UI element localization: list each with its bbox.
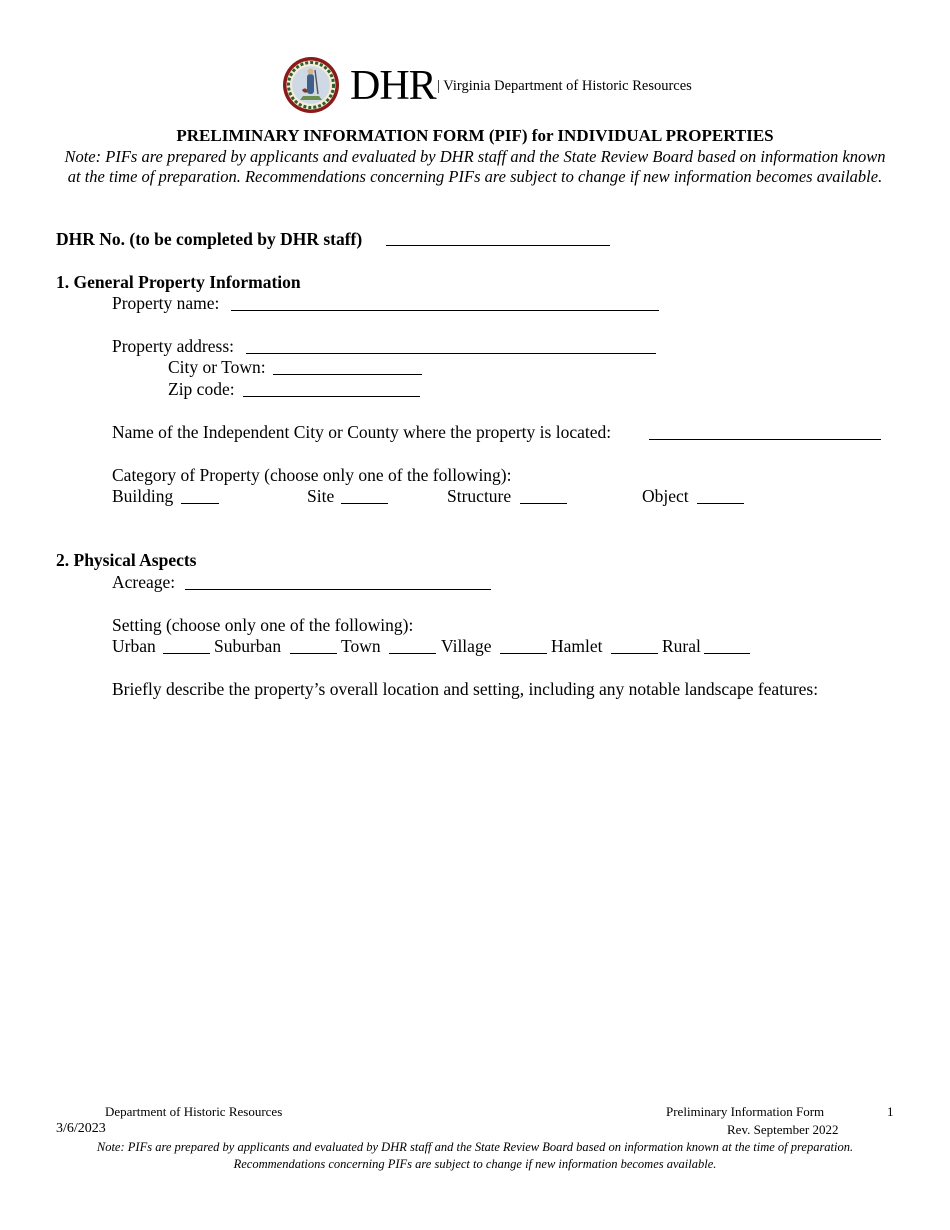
property-address-label: Property address:	[112, 336, 234, 356]
footer-form-name: Preliminary Information Form	[666, 1104, 825, 1119]
footer-revision: Rev. September 2022	[727, 1122, 839, 1137]
form-title: PRELIMINARY INFORMATION FORM (PIF) for INDIVIDUAL PROPERTIES	[176, 126, 774, 145]
section1-heading: 1. General Property Information	[56, 272, 301, 292]
category-prompt: Category of Property (choose only one of the following):	[112, 465, 512, 485]
city-label: City or Town:	[168, 357, 266, 377]
virginia-seal-logo	[282, 56, 340, 114]
setting-town-label: Town	[341, 636, 381, 656]
category-object-field[interactable]	[697, 503, 744, 504]
category-building-field[interactable]	[181, 503, 219, 504]
property-name-label: Property name:	[112, 293, 220, 313]
county-label: Name of the Independent City or County where the property is located:	[112, 422, 612, 442]
setting-suburban-field[interactable]	[290, 653, 337, 654]
setting-prompt: Setting (choose only one of the following):	[112, 615, 414, 635]
description-area[interactable]	[112, 706, 882, 1086]
setting-rural-field[interactable]	[704, 653, 750, 654]
setting-urban-field[interactable]	[163, 653, 210, 654]
acreage-label: Acreage:	[112, 572, 176, 592]
setting-rural-label: Rural	[662, 636, 701, 656]
footer-page-number: 1	[887, 1104, 894, 1119]
zip-label: Zip code:	[168, 379, 235, 399]
setting-village-field[interactable]	[500, 653, 547, 654]
footer-note-line2: Recommendations concerning PIFs are subject to change if new information becomes available.	[233, 1157, 717, 1171]
setting-village-label: Village	[441, 636, 492, 656]
city-field[interactable]	[273, 374, 422, 375]
setting-hamlet-field[interactable]	[611, 653, 658, 654]
dhr-no-label: DHR No. (to be completed by DHR staff)	[56, 229, 363, 249]
zip-field[interactable]	[243, 396, 420, 397]
category-building-label: Building	[112, 486, 174, 506]
footer-note-line1: Note: PIFs are prepared by applicants and evaluated by DHR staff and the State Review Board based on information known at the time of preparation.	[96, 1140, 854, 1154]
setting-town-field[interactable]	[389, 653, 436, 654]
footer-date: 3/6/2023	[56, 1121, 106, 1136]
logo-wordmark: DHR	[350, 63, 436, 109]
category-structure-field[interactable]	[520, 503, 567, 504]
category-site-label: Site	[307, 486, 335, 506]
describe-prompt: Briefly describe the property’s overall location and setting, including any notable landscape features:	[112, 679, 819, 699]
property-address-field[interactable]	[246, 353, 656, 354]
form-note: Note: PIFs are prepared by applicants and evaluated by DHR staff and the State Review Board based on information known at the time of preparation. Recommendations concerning PIFs are subject to change if new information becomes available.	[64, 147, 886, 186]
org-name-text: Virginia Department of Historic Resources	[443, 78, 692, 94]
acreage-field[interactable]	[185, 589, 491, 590]
category-site-field[interactable]	[341, 503, 388, 504]
setting-urban-label: Urban	[112, 636, 156, 656]
county-field[interactable]	[649, 439, 881, 440]
org-name: | Virginia Department of Historic Resources	[437, 78, 692, 94]
setting-hamlet-label: Hamlet	[551, 636, 603, 656]
footer-dept: Department of Historic Resources	[105, 1104, 283, 1119]
setting-suburban-label: Suburban	[214, 636, 282, 656]
category-structure-label: Structure	[447, 486, 512, 506]
footer-note	[60, 1139, 890, 1173]
category-object-label: Object	[642, 486, 689, 506]
dhr-no-field[interactable]	[386, 245, 610, 246]
section2-heading: 2. Physical Aspects	[56, 550, 197, 570]
property-name-field[interactable]	[231, 310, 659, 311]
